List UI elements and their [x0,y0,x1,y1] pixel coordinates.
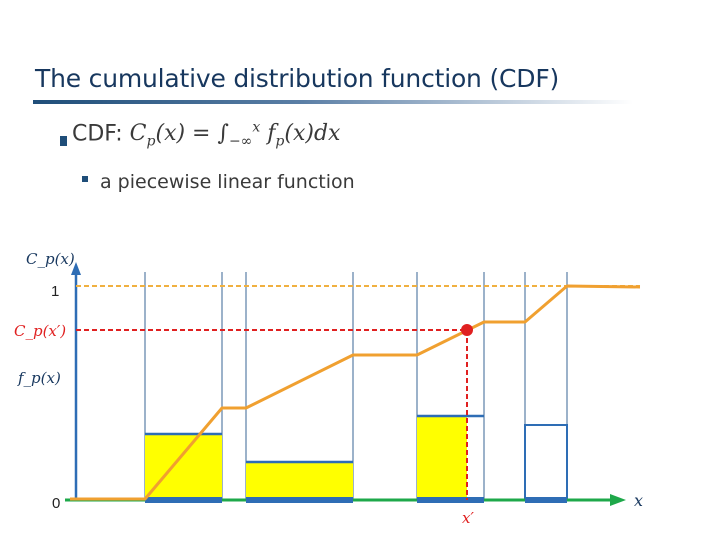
y-axis-label: C_p(x) [26,250,75,268]
formula-c: C [129,121,147,147]
x-axis-arrow [610,494,626,506]
cdf-label: CDF: [72,121,123,147]
pdf-bars [145,416,567,500]
pdf-bar [417,416,467,500]
formula-f: f [267,121,276,147]
slide-title: The cumulative distribution function (CDF) [35,64,560,93]
formula-c-sub: p [146,133,156,150]
formula-arg: (x) = ∫ [155,121,229,147]
formula-tail: (x)dx [284,121,341,147]
x-prime-label: x′ [462,509,474,527]
cdf-point-marker [461,324,473,336]
x-axis-label: x [634,491,644,510]
formula-f-sub: p [275,133,285,150]
fpx-label: f_p(x) [18,369,61,387]
cpx-prime-label: C_p(x′) [14,322,67,340]
sub-bullet-text: a piecewise linear function [100,171,355,193]
integral-lower: −∞ [228,133,253,150]
pdf-bar [145,434,222,500]
integral-upper: x [252,120,261,136]
tick-zero-label: 0 [52,495,61,512]
pdf-bar [246,462,353,500]
tick-one-label: 1 [51,283,60,300]
pdf-bar-outline [525,425,567,500]
